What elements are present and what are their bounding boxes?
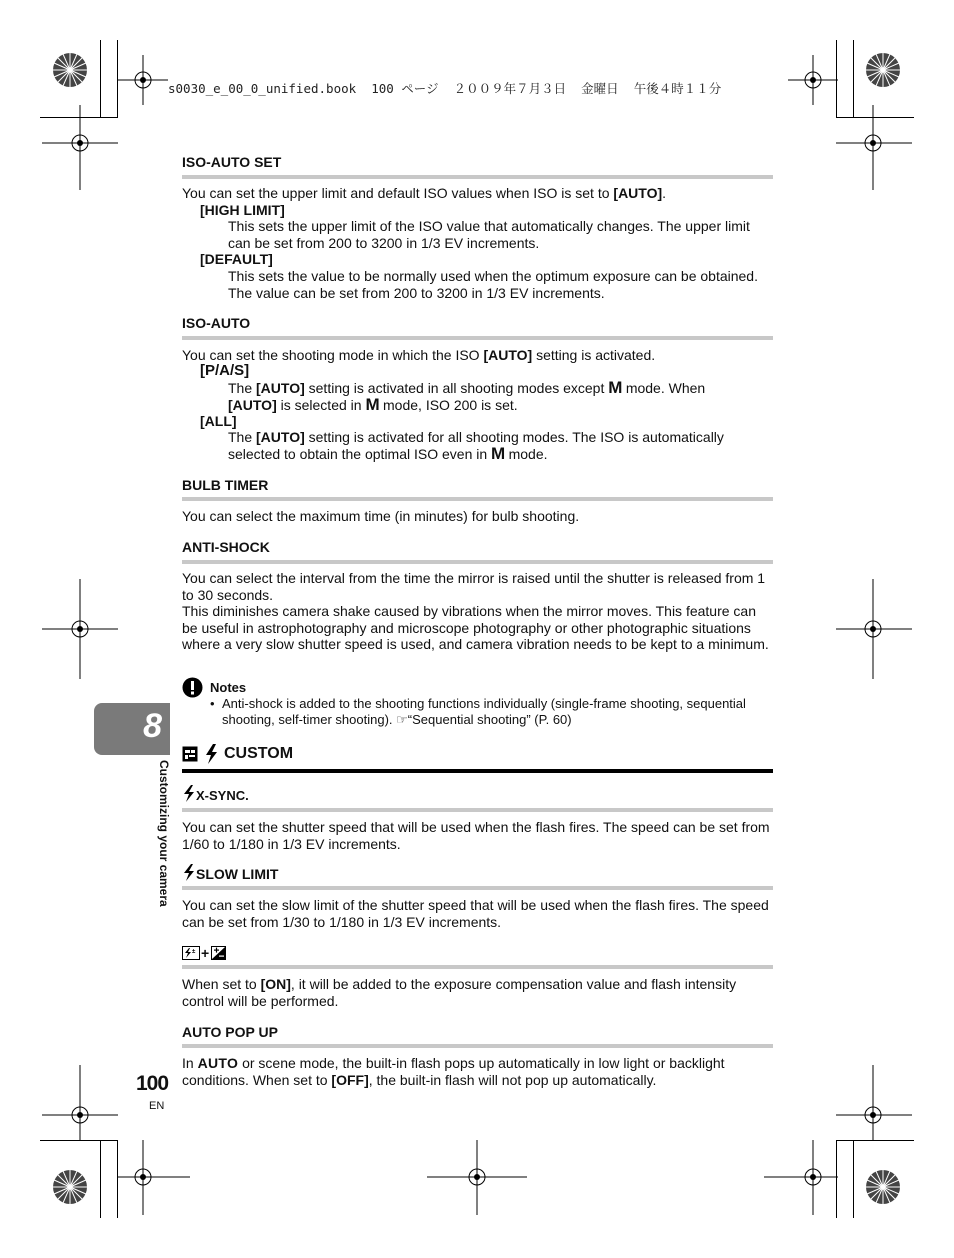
section-title-slow-limit: SLOW LIMIT	[196, 866, 279, 882]
camera-menu-icon	[182, 746, 198, 762]
section-title-iso-auto: ISO-AUTO	[182, 315, 251, 331]
iso-auto-intro: You can set the shooting mode in which the ISO [AUTO] setting is activated.	[182, 347, 656, 363]
starburst-mark	[53, 53, 87, 87]
pas-desc: The [AUTO] setting is activated in all shooting modes except M mode. When [AUTO] is selected in M mode, ISO 200 is set.	[228, 378, 706, 414]
section-title-x-sync: X-SYNC.	[196, 788, 249, 803]
flash-icon	[183, 864, 195, 881]
section-title-anti-shock: ANTI-SHOCK	[182, 539, 270, 555]
page-number: 100	[136, 1072, 169, 1095]
iso-auto-set-intro: You can set the upper limit and default ISO values when ISO is set to [AUTO].	[182, 185, 667, 201]
caution-icon	[182, 677, 203, 698]
pas-label: [P/A/S]	[200, 362, 250, 379]
starburst-mark	[866, 53, 900, 87]
flash-plus-ev-text: When set to [ON], it will be added to the exposure compensation value and flash intensity control will be performed.	[182, 976, 737, 1009]
flash-compensation-icon	[182, 946, 200, 960]
print-header: s0030_e_00_0_unified.book 100 ページ ２００９年７月３日 金曜日 午後４時１１分	[168, 81, 722, 96]
reference-hand-icon: ☞	[396, 712, 408, 727]
high-limit-label: [HIGH LIMIT]	[200, 202, 285, 218]
auto-mode-icon: AUTO	[197, 1055, 239, 1071]
exposure-compensation-icon	[211, 946, 226, 960]
manual-mode-icon: M	[491, 443, 505, 463]
crosshair-mark	[764, 1140, 838, 1215]
note-bullet: •	[210, 696, 215, 711]
notes-title: Notes	[210, 680, 247, 695]
crosshair-mark	[836, 105, 912, 190]
slow-limit-text: You can set the slow limit of the shutter speed that will be used when the flash fires. The speed can be set from 1/30 to 1/180 in 1/3 EV increments.	[182, 897, 769, 930]
chapter-side-label: Customizing your camera	[157, 760, 171, 907]
custom-rule	[182, 769, 773, 773]
custom-title: CUSTOM	[224, 745, 294, 762]
high-limit-desc: This sets the upper limit of the ISO value that automatically changes. The upper limit can be set from 200 to 3200 in 1/3 EV increments.	[228, 218, 750, 251]
section-rule	[182, 965, 773, 969]
chapter-tab	[94, 703, 170, 755]
flash-icon	[204, 744, 218, 764]
auto-pop-up-text: In AUTO or scene mode, the built-in flash pops up automatically in low light or backlight conditions. When set to [OFF], the built-in flash will not pop up automatically.	[182, 1055, 725, 1088]
manual-mode-icon: M	[365, 394, 380, 414]
anti-shock-text-2: This diminishes camera shake caused by vibrations when the mirror moves. This feature can be useful in astrophotography and microscope photography or other photographic situations where a very slow shutter speed is used, and camera vibration needs to be kept to a minimum.	[182, 603, 769, 653]
section-title-bulb-timer: BULB TIMER	[182, 477, 269, 493]
plus-sign: +	[201, 945, 210, 961]
chapter-number: 8	[143, 707, 162, 745]
section-rule	[182, 808, 773, 812]
section-rule	[182, 886, 773, 890]
crosshair-mark	[118, 1140, 190, 1215]
section-rule	[182, 175, 773, 179]
default-desc: This sets the value to be normally used when the optimum exposure can be obtained. The value can be set from 200 to 3200 in 1/3 EV increments.	[228, 268, 758, 301]
language-code: EN	[149, 1100, 165, 1112]
all-desc: The [AUTO] setting is activated for all shooting modes. The ISO is automatically selected to obtain the optimal ISO even in M mode.	[228, 429, 724, 463]
crosshair-mark	[836, 1065, 912, 1140]
default-label: [DEFAULT]	[200, 251, 273, 267]
flash-icon	[183, 785, 195, 802]
section-rule	[182, 336, 773, 340]
starburst-mark	[53, 1170, 87, 1204]
bulb-timer-text: You can select the maximum time (in minutes) for bulb shooting.	[182, 508, 580, 524]
manual-mode-icon: M	[608, 378, 622, 397]
section-rule	[182, 560, 773, 564]
svg-text:±: ±	[192, 949, 196, 955]
section-rule	[182, 1044, 773, 1048]
crosshair-mark	[42, 105, 118, 190]
all-label: [ALL]	[200, 413, 237, 429]
crosshair-mark	[42, 1065, 118, 1140]
section-title-iso-auto-set: ISO-AUTO SET	[182, 154, 282, 170]
note-text: Anti-shock is added to the shooting functions individually (single-frame shooting, sequential shooting, self-timer shooting). ☞“Sequential shooting” (P. 60)	[222, 696, 746, 727]
starburst-mark	[866, 1170, 900, 1204]
anti-shock-text-1: You can select the interval from the time the mirror is raised until the shutter is released from 1 to 30 seconds.	[182, 570, 766, 603]
section-title-auto-pop-up: AUTO POP UP	[182, 1024, 278, 1040]
section-rule	[182, 497, 773, 501]
x-sync-text: You can set the shutter speed that will be used when the flash fires. The speed can be set from 1/60 to 1/180 in 1/3 EV increments.	[182, 819, 770, 852]
